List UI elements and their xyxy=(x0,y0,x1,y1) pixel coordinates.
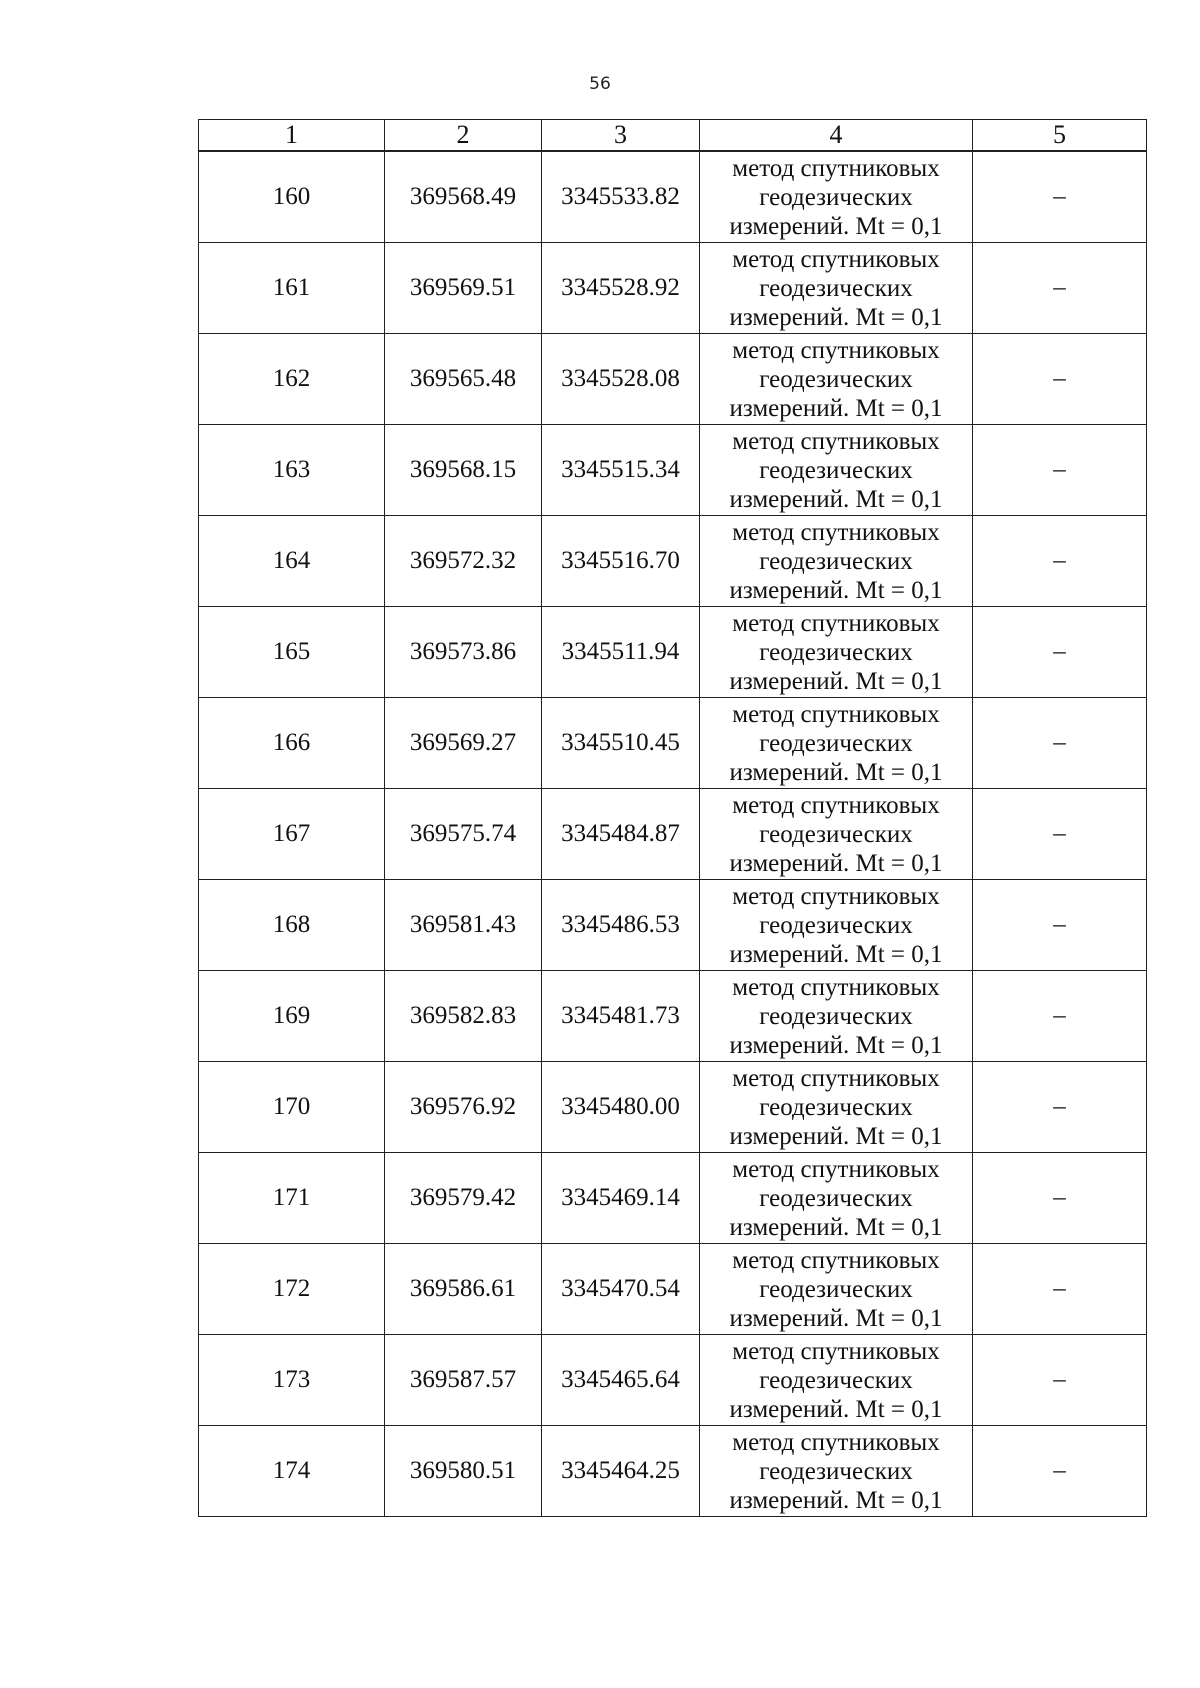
method-line: измерений. Mt = 0,1 xyxy=(729,1304,943,1332)
column-header-2: 2 xyxy=(385,120,542,152)
table-row xyxy=(199,1426,1147,1517)
method-line: геодезических xyxy=(759,1184,913,1212)
table-row xyxy=(199,880,1147,971)
method-line: метод спутниковых xyxy=(732,882,940,910)
table-header-row xyxy=(199,120,1147,152)
point-number-cell: 171 xyxy=(199,1153,385,1244)
note-cell: – xyxy=(973,1244,1147,1335)
table-row xyxy=(199,698,1147,789)
method-line: измерений. Mt = 0,1 xyxy=(729,849,943,877)
method-line: геодезических xyxy=(759,820,913,848)
method-line: метод спутниковых xyxy=(732,1337,940,1365)
note-cell: – xyxy=(973,1062,1147,1153)
note-cell: – xyxy=(973,698,1147,789)
method-cell xyxy=(700,1426,973,1517)
point-number-cell: 162 xyxy=(199,334,385,425)
method-line: метод спутниковых xyxy=(732,1155,940,1183)
table-row xyxy=(199,971,1147,1062)
method-line: геодезических xyxy=(759,729,913,757)
point-number-cell: 173 xyxy=(199,1335,385,1426)
x-coordinate-cell: 369587.57 xyxy=(385,1335,542,1426)
y-coordinate-cell: 3345515.34 xyxy=(542,425,700,516)
y-coordinate-cell: 3345510.45 xyxy=(542,698,700,789)
coordinates-table xyxy=(198,119,1147,1517)
y-coordinate-cell: 3345511.94 xyxy=(542,607,700,698)
table-row xyxy=(199,1335,1147,1426)
method-line: метод спутниковых xyxy=(732,700,940,728)
method-line: метод спутниковых xyxy=(732,1428,940,1456)
y-coordinate-cell: 3345481.73 xyxy=(542,971,700,1062)
table-row xyxy=(199,1062,1147,1153)
note-cell: – xyxy=(973,425,1147,516)
point-number-cell: 160 xyxy=(199,151,385,243)
x-coordinate-cell: 369579.42 xyxy=(385,1153,542,1244)
method-cell xyxy=(700,1244,973,1335)
method-line: измерений. Mt = 0,1 xyxy=(729,667,943,695)
table-row xyxy=(199,334,1147,425)
method-line: измерений. Mt = 0,1 xyxy=(729,303,943,331)
x-coordinate-cell: 369572.32 xyxy=(385,516,542,607)
note-cell: – xyxy=(973,1153,1147,1244)
x-coordinate-cell: 369581.43 xyxy=(385,880,542,971)
method-cell xyxy=(700,151,973,243)
method-cell xyxy=(700,1335,973,1426)
x-coordinate-cell: 369568.15 xyxy=(385,425,542,516)
method-line: геодезических xyxy=(759,1457,913,1485)
method-line: геодезических xyxy=(759,365,913,393)
column-header-4: 4 xyxy=(700,120,973,152)
y-coordinate-cell: 3345528.08 xyxy=(542,334,700,425)
y-coordinate-cell: 3345484.87 xyxy=(542,789,700,880)
method-line: измерений. Mt = 0,1 xyxy=(729,1486,943,1514)
method-cell xyxy=(700,516,973,607)
point-number-cell: 172 xyxy=(199,1244,385,1335)
point-number-cell: 166 xyxy=(199,698,385,789)
note-cell: – xyxy=(973,607,1147,698)
point-number-cell: 169 xyxy=(199,971,385,1062)
note-cell: – xyxy=(973,880,1147,971)
x-coordinate-cell: 369580.51 xyxy=(385,1426,542,1517)
method-line: метод спутниковых xyxy=(732,518,940,546)
x-coordinate-cell: 369569.51 xyxy=(385,243,542,334)
y-coordinate-cell: 3345480.00 xyxy=(542,1062,700,1153)
note-cell: – xyxy=(973,151,1147,243)
method-cell xyxy=(700,1153,973,1244)
x-coordinate-cell: 369586.61 xyxy=(385,1244,542,1335)
method-line: геодезических xyxy=(759,1366,913,1394)
y-coordinate-cell: 3345516.70 xyxy=(542,516,700,607)
y-coordinate-cell: 3345470.54 xyxy=(542,1244,700,1335)
method-line: геодезических xyxy=(759,1093,913,1121)
note-cell: – xyxy=(973,334,1147,425)
point-number-cell: 167 xyxy=(199,789,385,880)
point-number-cell: 174 xyxy=(199,1426,385,1517)
method-line: метод спутниковых xyxy=(732,336,940,364)
method-line: измерений. Mt = 0,1 xyxy=(729,940,943,968)
y-coordinate-cell: 3345465.64 xyxy=(542,1335,700,1426)
y-coordinate-cell: 3345533.82 xyxy=(542,151,700,243)
point-number-cell: 170 xyxy=(199,1062,385,1153)
method-line: измерений. Mt = 0,1 xyxy=(729,1031,943,1059)
method-cell xyxy=(700,425,973,516)
point-number-cell: 168 xyxy=(199,880,385,971)
method-line: геодезических xyxy=(759,456,913,484)
method-line: метод спутниковых xyxy=(732,154,940,182)
table-row xyxy=(199,516,1147,607)
method-cell xyxy=(700,1062,973,1153)
x-coordinate-cell: 369569.27 xyxy=(385,698,542,789)
method-cell xyxy=(700,971,973,1062)
note-cell: – xyxy=(973,243,1147,334)
method-line: метод спутниковых xyxy=(732,973,940,1001)
x-coordinate-cell: 369565.48 xyxy=(385,334,542,425)
column-header-1: 1 xyxy=(199,120,385,152)
method-line: измерений. Mt = 0,1 xyxy=(729,485,943,513)
method-line: метод спутниковых xyxy=(732,609,940,637)
table-row xyxy=(199,1153,1147,1244)
method-line: измерений. Mt = 0,1 xyxy=(729,212,943,240)
x-coordinate-cell: 369576.92 xyxy=(385,1062,542,1153)
y-coordinate-cell: 3345486.53 xyxy=(542,880,700,971)
method-cell xyxy=(700,607,973,698)
point-number-cell: 163 xyxy=(199,425,385,516)
table-row xyxy=(199,789,1147,880)
method-line: метод спутниковых xyxy=(732,245,940,273)
point-number-cell: 164 xyxy=(199,516,385,607)
method-line: геодезических xyxy=(759,183,913,211)
note-cell: – xyxy=(973,1426,1147,1517)
method-cell xyxy=(700,880,973,971)
method-line: измерений. Mt = 0,1 xyxy=(729,1122,943,1150)
x-coordinate-cell: 369568.49 xyxy=(385,151,542,243)
method-line: измерений. Mt = 0,1 xyxy=(729,1395,943,1423)
method-line: метод спутниковых xyxy=(732,427,940,455)
method-line: геодезических xyxy=(759,1002,913,1030)
x-coordinate-cell: 369573.86 xyxy=(385,607,542,698)
y-coordinate-cell: 3345469.14 xyxy=(542,1153,700,1244)
column-header-3: 3 xyxy=(542,120,700,152)
method-line: метод спутниковых xyxy=(732,1246,940,1274)
page-number: 56 xyxy=(589,74,611,94)
method-line: измерений. Mt = 0,1 xyxy=(729,758,943,786)
x-coordinate-cell: 369582.83 xyxy=(385,971,542,1062)
method-cell xyxy=(700,334,973,425)
method-line: геодезических xyxy=(759,638,913,666)
note-cell: – xyxy=(973,971,1147,1062)
method-cell xyxy=(700,243,973,334)
method-cell xyxy=(700,698,973,789)
method-line: измерений. Mt = 0,1 xyxy=(729,394,943,422)
point-number-cell: 165 xyxy=(199,607,385,698)
method-cell xyxy=(700,789,973,880)
note-cell: – xyxy=(973,789,1147,880)
column-header-5: 5 xyxy=(973,120,1147,152)
method-line: измерений. Mt = 0,1 xyxy=(729,576,943,604)
method-line: метод спутниковых xyxy=(732,791,940,819)
x-coordinate-cell: 369575.74 xyxy=(385,789,542,880)
method-line: геодезических xyxy=(759,1275,913,1303)
note-cell: – xyxy=(973,516,1147,607)
y-coordinate-cell: 3345464.25 xyxy=(542,1426,700,1517)
method-line: геодезических xyxy=(759,911,913,939)
table-row xyxy=(199,425,1147,516)
note-cell: – xyxy=(973,1335,1147,1426)
method-line: геодезических xyxy=(759,547,913,575)
method-line: геодезических xyxy=(759,274,913,302)
y-coordinate-cell: 3345528.92 xyxy=(542,243,700,334)
table-row xyxy=(199,607,1147,698)
point-number-cell: 161 xyxy=(199,243,385,334)
table-row xyxy=(199,243,1147,334)
table-row xyxy=(199,151,1147,243)
method-line: измерений. Mt = 0,1 xyxy=(729,1213,943,1241)
table-row xyxy=(199,1244,1147,1335)
method-line: метод спутниковых xyxy=(732,1064,940,1092)
